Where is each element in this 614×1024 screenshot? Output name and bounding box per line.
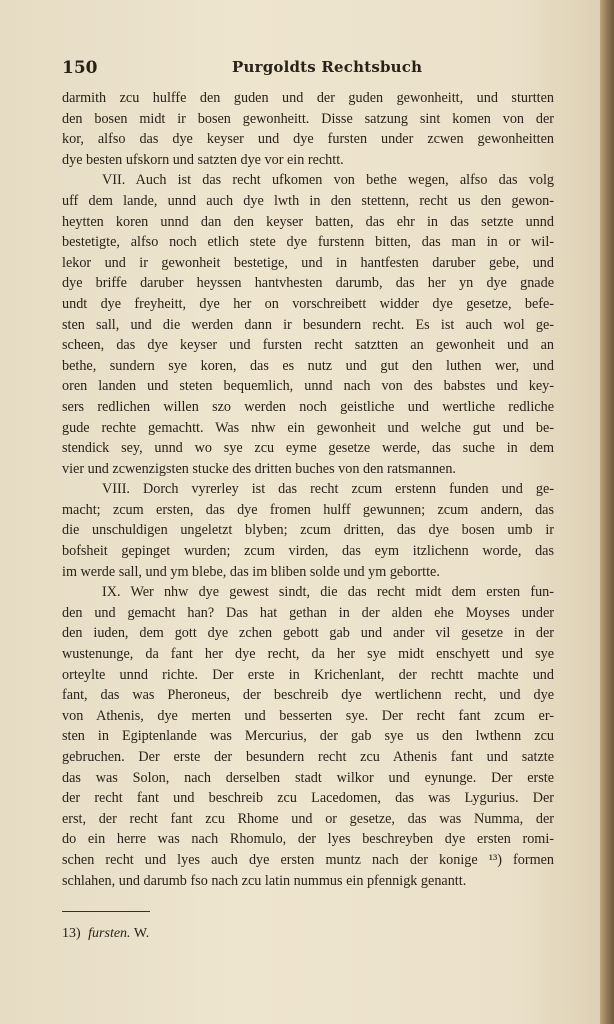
text-line: schlahen, und darumb fso nach zcu latin nummus ein pfennigk genantt. [62,872,467,889]
text-line: von Athenis, dye merten und besserten sye. Der recht fant zcum er- [62,707,554,724]
text-line: sers redlichen willen szo werden noch geistliche und wertliche redliche [62,398,554,415]
text-line: bofsheit gepinget wurden; zcum virden, das eym itzlichenn worde, das [62,543,554,560]
text-line: schen recht und lyes auch dye ersten muntz nach der konige ¹³) formen [62,851,554,868]
footnote [62,926,149,942]
text-line: darmith zcu hulffe den guden und der guden gewonheitt, und sturtten [62,90,554,106]
text-line: macht; zcum ersten, das dye fromen hulff gewunnen; zcum andern, das [62,501,554,518]
text-line: der recht fant und beschreib zcu Lacedomen, das was Lygurius. Der [62,790,554,807]
text-line: gebruchen. Der erste der besundern recht zcu Athenis fant und satzte [62,749,554,765]
text-line: dye besten ufskorn und satzten dye vor ein rechtt. [62,151,344,168]
text-line: bestetigte, alfso noch etlich stete dye furstenn bitten, das man in or wil- [62,234,554,251]
text-line: erst, der recht fant zcu Rhome und or gesetze, das was Numma, der [62,810,554,827]
text-line: den bosen midt ir bosen gewonheitt. Disse satzung sint komen von der [62,110,554,127]
text-line: lekor und ir gewonheit bestetige, und in hantfesten daruber gebe, und [62,254,554,271]
text-line: den und gemacht han? Das hat gethan in der alden ehe Moyses under [62,604,554,621]
text-line: heytten koren unnd dan den keyser batten, das ehr in das setzte unnd [62,213,554,230]
footnote-marker: 13) [62,926,81,941]
text-line: gude rechte gemachtt. Was nhw ein gewonheit und welche gut und be- [62,419,554,436]
text-line: VIII. Dorch vyrerley ist das recht zcum erstenn funden und ge- [102,481,554,498]
page-header [62,58,554,82]
footnote-divider [62,911,150,912]
text-line: scheen, das dye keyser und fursten recht satztten an gewonheit und an [62,337,554,354]
text-line: wustenunge, da fant her dye recht, da her sye midt enschyett und sye [62,646,554,663]
running-title: Purgoldts Rechtsbuch [232,58,423,76]
text-line: oren landen und steten bequemlich, unnd nach von des babstes und key- [62,378,554,395]
body-text [62,88,554,891]
text-line: das was Solon, nach derselben stadt wilkor und eynunge. Der erste [62,769,554,786]
text-line: VII. Auch ist das recht ufkomen von bethe wegen, alfso das volg [102,172,554,189]
text-line: kor, alfso das dye keyser und dye fursten under zcwen gewonheitten [62,131,554,148]
text-line: bethe, sundern sye koren, das es nutz und gut den luthen wer, und [62,357,554,374]
text-line: die unschuldigen ungeletzt blyben; zcum dritten, das dye bosen umb ir [62,522,554,539]
text-line: IX. Wer nhw dye gewest sindt, die das recht midt dem ersten fun- [102,584,554,601]
footnote-source: W. [133,926,150,941]
text-line: orteylte unnd richte. Der erste in Krichenlant, der rechtt machte und [62,666,554,683]
footnote-word: fursten. [88,926,131,941]
text-line: vier und zcwenzigsten stucke des dritten buches von den ratsmannen. [62,460,456,477]
text-line: sten in Egiptenlande was Mercurius, der gab sye us den lwthenn zcu [62,728,554,745]
book-spine-edge [600,0,614,1024]
text-line: do ein herre was nach Rhomulo, der lyes beschreyben dye ersten romi- [62,831,554,848]
text-line: undt dye freyheitt, dye her on vorschreibett widder dye gesetze, befe- [62,295,554,312]
page-number: 150 [62,58,98,78]
text-line: fant, das was Pheroneus, der beschreib dye wertlichenn recht, und dye [62,687,554,704]
text-line: den iuden, dem gott dye zchen gebott gab und ander vil gesetze in der [62,625,554,642]
text-line: uff dem lande, unnd auch dye lwth in den stettenn, recht us den gewon- [62,192,554,209]
text-line: stendick sey, unnd wo sye zcu eyme gesetze werde, das suche in dem [62,440,554,457]
text-line: im werde sall, und ym blebe, das im bliben solde und ym gebortte. [62,563,440,580]
text-line: sten sall, und die werden dann ir besundern recht. Es ist auch wol ge- [62,316,554,333]
text-line: dye briffe daruber heyssen hantvhesten darumb, das her yn dye gnade [62,275,554,292]
